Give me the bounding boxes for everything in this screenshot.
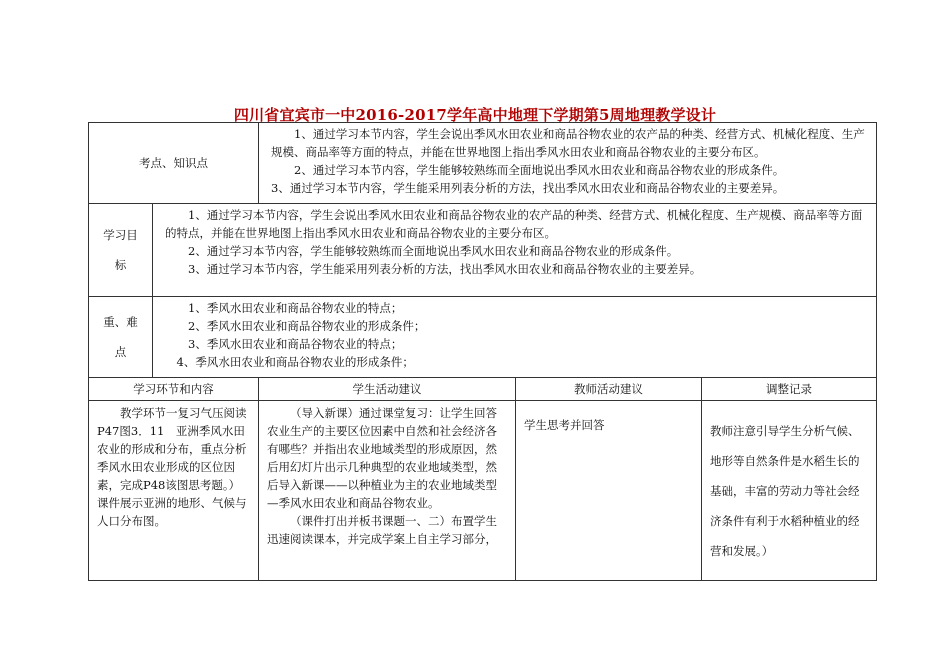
header-cell-teacher: 教师活动建议 bbox=[516, 378, 702, 401]
keypoints-label bbox=[89, 297, 153, 378]
goals-label bbox=[89, 204, 153, 297]
activity-content-row bbox=[89, 401, 877, 581]
goals-label-line2: 标 bbox=[114, 258, 127, 272]
student-cell bbox=[259, 401, 516, 581]
header-cell-stage: 学习环节和内容 bbox=[89, 378, 259, 401]
keypoints-label-line2: 点 bbox=[114, 345, 127, 359]
page-title: 四川省宜宾市一中2016-2017学年高中地理下学期第5周地理教学设计 bbox=[233, 106, 717, 124]
knowledge-content bbox=[259, 123, 877, 204]
goals-row bbox=[89, 204, 877, 297]
notes-cell bbox=[702, 401, 877, 581]
keypoint-item: 2、季风水田农业和商品谷物农业的形成条件； bbox=[188, 319, 426, 333]
knowledge-item: 3、通过学习本节内容，学生能采用列表分析的方法，找出季风水田农业和商品谷物农业的主要差异。 bbox=[271, 181, 785, 195]
keypoints-content bbox=[153, 297, 877, 378]
goal-item: 3、通过学习本节内容，学生能采用列表分析的方法，找出季风水田农业和商品谷物农业的主要差异。 bbox=[188, 262, 702, 276]
knowledge-label: 考点、知识点 bbox=[89, 123, 259, 204]
knowledge-row bbox=[89, 123, 877, 204]
lesson-plan-table bbox=[88, 122, 877, 581]
keypoint-item: 4、季风水田农业和商品谷物农业的形成条件； bbox=[176, 355, 414, 369]
stage-cell bbox=[89, 401, 259, 581]
goals-content bbox=[153, 204, 877, 297]
header-cell-notes: 调整记录 bbox=[702, 378, 877, 401]
activity-header-row bbox=[89, 378, 877, 401]
keypoint-item: 3、季风水田农业和商品谷物农业的特点； bbox=[188, 337, 403, 351]
keypoints-row bbox=[89, 297, 877, 378]
stage-text: 教学环节一复习气压阅读P47图3．11 亚洲季风水田农业的形成和分布，重点分析季风水田农业形成的区位因素，完成P48该图思考题。）课件展示亚洲的地形、气候与人口分布图。 bbox=[97, 406, 247, 528]
teacher-text: 学生思考并回答 bbox=[524, 417, 605, 432]
goal-item: 1、通过学习本节内容，学生会说出季风水田农业和商品谷物农业的农产品的种类、经营方式、机械化程度、生产规模、商品率等方面的特点，并能在世界地图上指出季风水田农业和商品谷物农业的主要分布区。 bbox=[165, 208, 863, 240]
goal-item: 2、通过学习本节内容，学生能够较熟练而全面地说出季风水田农业和商品谷物农业的形成条件。 bbox=[188, 244, 679, 258]
keypoints-label-line1: 重、难 bbox=[103, 315, 138, 329]
student-text-2: （课件打出并板书课题一、二）布置学生迅速阅读课本，并完成学案上自主学习部分， bbox=[267, 514, 497, 546]
knowledge-item: 2、通过学习本节内容，学生能够较熟练而全面地说出季风水田农业和商品谷物农业的形成条件。 bbox=[294, 163, 785, 177]
knowledge-item: 1、通过学习本节内容，学生会说出季风水田农业和商品谷物农业的农产品的种类、经营方式、机械化程度、生产规模、商品率等方面的特点，并能在世界地图上指出季风水田农业和商品谷物农业的主要分布区。 bbox=[271, 127, 865, 159]
teacher-cell bbox=[516, 401, 702, 581]
keypoint-item: 1、季风水田农业和商品谷物农业的特点； bbox=[188, 301, 403, 315]
notes-text: 教师注意引导学生分析气候、地形等自然条件是水稻生长的基础，丰富的劳动力等社会经济条件有利于水稻种植业的经营和发展。） bbox=[710, 423, 860, 558]
header-cell-student: 学生活动建议 bbox=[259, 378, 516, 401]
goals-label-line1: 学习目 bbox=[103, 228, 138, 242]
student-text-1: （导入新课）通过课堂复习：让学生回答农业生产的主要区位因素中自然和社会经济各有哪些？并指出农业地域类型的形成原因，然后用幻灯片出示几种典型的农业地域类型，然后导入新课——以种植业为主的农业地域类型—季风水田农业和商品谷物农业。 bbox=[267, 406, 497, 510]
